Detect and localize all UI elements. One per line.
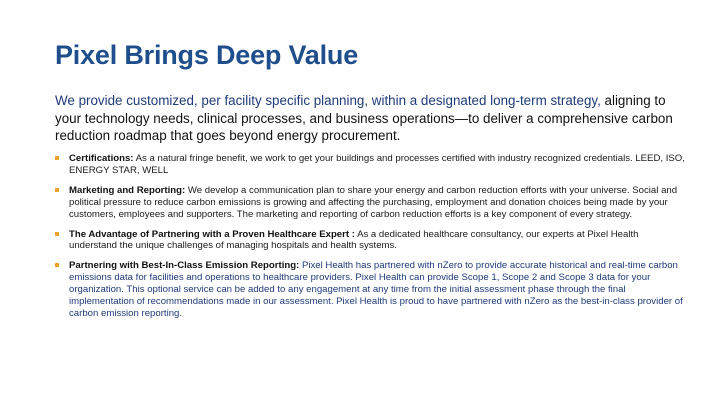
- square-bullet-icon: [55, 156, 59, 160]
- bullet-marketing-reporting: [55, 185, 685, 221]
- bullet-healthcare-expert: [55, 229, 685, 253]
- subtitle-highlight: We provide customized, per facility specific planning, within a designated long-term strategy,: [55, 93, 601, 108]
- bullet-heading: Marketing and Reporting:: [69, 184, 186, 196]
- square-bullet-icon: [55, 232, 59, 236]
- square-bullet-icon: [55, 263, 59, 267]
- bullet-text: We develop a communication plan to share your energy and carbon reduction efforts with your universe. Social and political pressure to reduce carbon emissions is growing and affecting the purchasing, employment and donation choices being made by your customers, employees and supporters. The marketing and reporting of carbon reduction efforts is a key component of every strategy.: [69, 184, 678, 220]
- square-bullet-icon: [55, 188, 59, 192]
- bullet-heading: The Advantage of Partnering with a Proven Healthcare Expert :: [69, 228, 355, 240]
- bullet-text: As a natural fringe benefit, we work to get your buildings and processes certified with industry recognized credentials. LEED, ISO, ENERGY STAR, WELL: [69, 153, 685, 176]
- slide-title: Pixel Brings Deep Value: [55, 40, 359, 70]
- bullet-heading: Partnering with Best-In-Class Emission Reporting:: [69, 260, 300, 272]
- bullet-text: As a dedicated healthcare consultancy, our experts at Pixel Health understand the unique challenges of managing hospitals and health systems.: [69, 228, 639, 252]
- bullet-heading: Certifications:: [69, 153, 134, 164]
- bullet-list: [55, 153, 685, 328]
- bullet-certifications: [55, 153, 685, 177]
- slide-subtitle: [55, 92, 685, 145]
- bullet-emission-reporting: [55, 260, 685, 320]
- subtitle-continuation: aligning to your technology needs, clinical processes, and business operations—to deliver a comprehensive carbon reduction roadmap that goes beyond energy procurement.: [55, 93, 673, 143]
- bullet-text: Pixel Health has partnered with nZero to provide accurate historical and real-time carbon emissions data for facilities and operations to healthcare providers. Pixel Health can provide Scope 1, Scope 2 and Scope 3 data for your organization. This optional service can be added to any engagement at any time from the initial assessment phase through the final implementation of recommendations made in our assessment. Pixel Health is proud to have partnered with nZero as the best-in-class provider of carbon emission reporting.: [69, 260, 683, 319]
